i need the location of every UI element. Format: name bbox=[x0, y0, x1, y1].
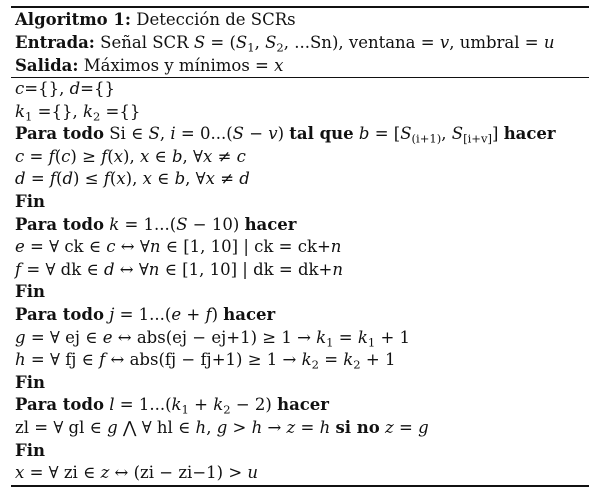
algorithm-line: Fin bbox=[15, 191, 45, 211]
algorithm-line: x = ∀ zi ∈ z ↔ (zi − zi−1) > u bbox=[15, 463, 259, 483]
algorithm-line: Fin bbox=[15, 372, 45, 392]
algorithm-header bbox=[11, 8, 589, 77]
algorithm-box bbox=[11, 6, 589, 487]
algorithm-title: Detección de SCRs bbox=[136, 10, 296, 29]
output-text: Máximos y mínimos = x bbox=[83, 56, 284, 75]
algorithm-line: c = f(c) ≥ f(x), x ∈ b, ∀x ≠ c bbox=[15, 146, 246, 166]
algorithm-label: Algoritmo 1: bbox=[15, 10, 131, 29]
algorithm-line: Para todo Si ∈ S, i = 0...(S − v) tal que $b = [S_{(i+1)}$, $S_{[i+v]}$] hacer bbox=[15, 124, 556, 146]
algorithm-line: f = ∀ dk ∈ d ↔ ∀n ∈ [1, 10] | dk = dk+n bbox=[15, 259, 344, 279]
algorithm-title-line bbox=[11, 8, 589, 31]
algorithm-line: Para todo j = 1...(e + f) hacer bbox=[15, 304, 276, 324]
algorithm-line: h = ∀ fj ∈ f ↔ $abs(fj - fj+1) \ge 1 \to k_2 = k_2 + 1$ bbox=[15, 350, 396, 372]
input-text: Señal SCR $S = (S_1$, $S_2$, ...Sn), ventana = v, umbral = u bbox=[100, 33, 555, 54]
algorithm-line: e = ∀ ck ∈ c ↔ ∀n ∈ [1, 10] | ck = ck+n bbox=[15, 237, 342, 257]
algorithm-line: g = ∀ ej ∈ e ↔ $abs(ej - ej+1) \ge 1 \to k_1 = k_1 + 1$ bbox=[15, 327, 411, 349]
algorithm-line: c={}, d={} bbox=[15, 79, 115, 98]
algorithm-line: zl = ∀ gl ∈ g ⋀ ∀ hl ∈ h, g > h → z = h si no z = g bbox=[15, 417, 429, 437]
output-label: Salida: bbox=[15, 56, 79, 75]
algorithm-body bbox=[11, 78, 589, 485]
input-line bbox=[11, 31, 589, 54]
algorithm-line: $k_1$ ={}, $k_2$ ={} bbox=[15, 101, 141, 124]
algorithm-line: Fin bbox=[15, 282, 45, 302]
algorithm-line: Para todo k = 1...(S − 10) hacer bbox=[15, 214, 297, 234]
algorithm-line: d = f(d) ≤ f(x), x ∈ b, ∀x ≠ d bbox=[15, 169, 250, 189]
bottom-rule bbox=[11, 485, 589, 487]
output-line bbox=[11, 54, 589, 77]
input-label: Entrada: bbox=[15, 33, 95, 52]
algorithm-line: Fin bbox=[15, 440, 45, 460]
algorithm-line: Para todo $l = 1...(k_1 + k_2 - 2)$ hacer bbox=[15, 395, 330, 417]
